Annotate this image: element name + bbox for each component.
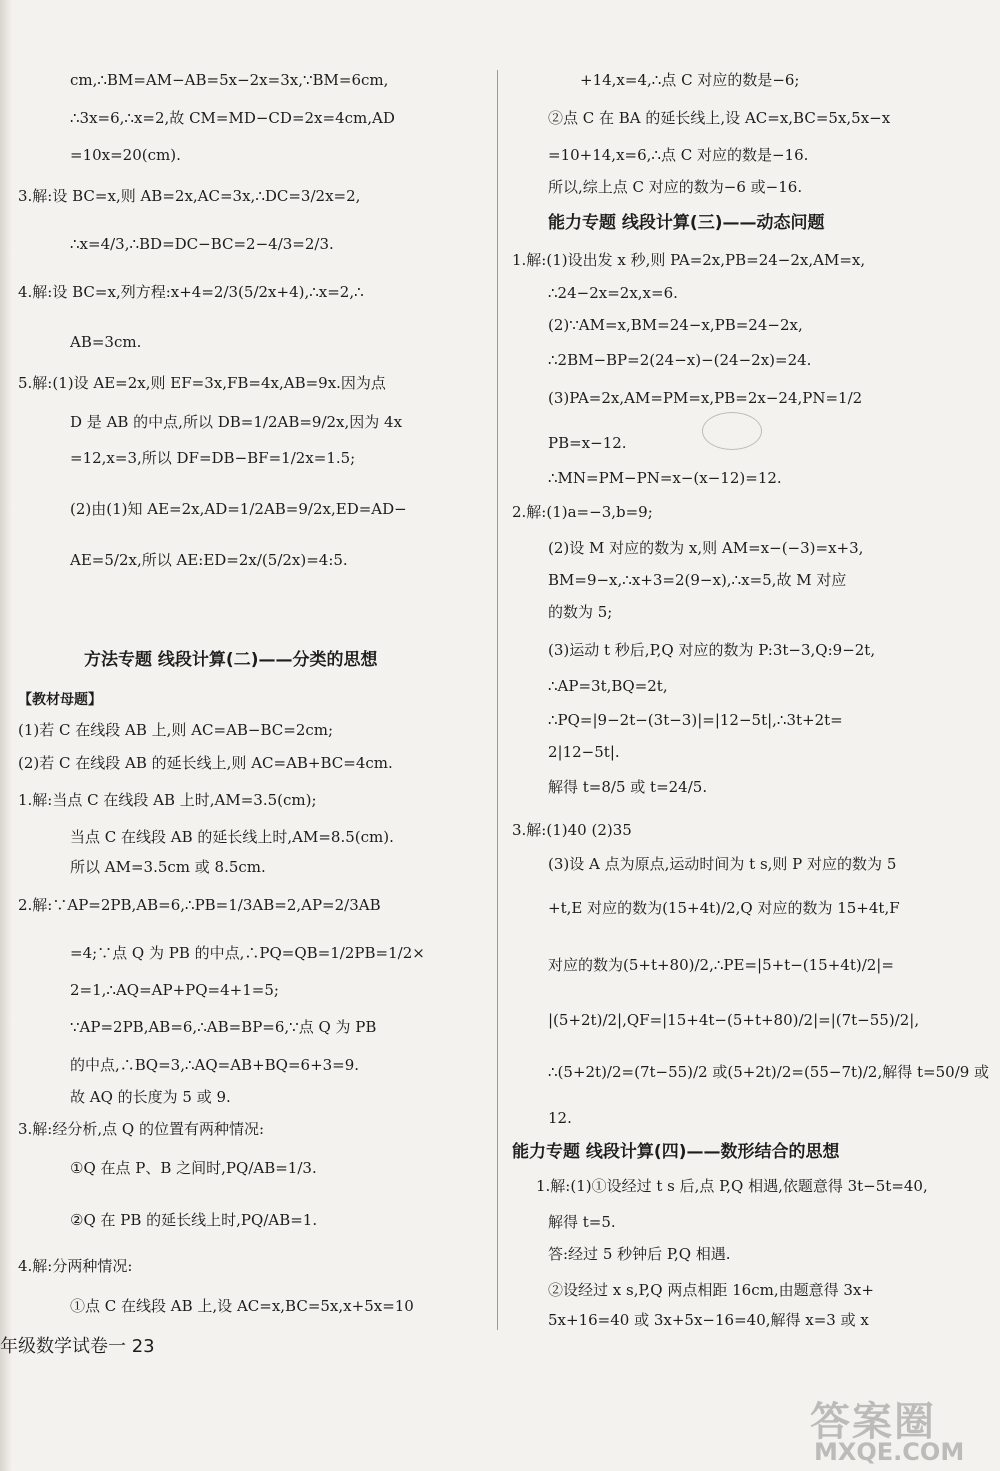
text-line: ②设经过 x s,P,Q 两点相距 16cm,由题意得 3x+ [548,1281,874,1299]
text-line: 1.解:当点 C 在线段 AB 上时,AM=3.5(cm); [18,791,317,809]
text-line: ∴(5+2t)/2=(7t−55)/2 或(5+2t)/2=(55−7t)/2,解得 t=50/9 或 [548,1063,990,1081]
text-line: 所以 AM=3.5cm 或 8.5cm. [70,858,266,876]
site-watermark [810,1390,990,1468]
text-line: (3)运动 t 秒后,P,Q 对应的数为 P:3t−3,Q:9−2t, [548,641,876,659]
text-line: |(5+2t)/2|,QF=|15+4t−(5+t+80)/2|=|(7t−55)/2|, [548,1011,920,1029]
text-line: (2)设 M 对应的数为 x,则 AM=x−(−3)=x+3, [548,539,864,557]
text-line: (2)若 C 在线段 AB 的延长线上,则 AC=AB+BC=4cm. [18,754,393,772]
text-line: 故 AQ 的长度为 5 或 9. [70,1088,231,1106]
text-line: 3.解:设 BC=x,则 AB=2x,AC=3x,∴DC=3/2x=2, [18,187,361,205]
text-line: 4.解:分两种情况: [18,1257,133,1275]
text-line: (3)PA=2x,AM=PM=x,PB=2x−24,PN=1/2 [548,389,863,407]
text-line: =12,x=3,所以 DF=DB−BF=1/2x=1.5; [70,449,356,467]
text-line: ①点 C 在线段 AB 上,设 AC=x,BC=5x,x+5x=10 [70,1297,414,1315]
text-line: 对应的数为(5+t+80)/2,∴PE=|5+t−(15+4t)/2|= [548,956,894,974]
text-line: 所以,综上点 C 对应的数为−6 或−16. [548,178,803,196]
text-line: ②点 C 在 BA 的延长线上,设 AC=x,BC=5x,5x−x [548,109,891,127]
text-line: ∴2BM−BP=2(24−x)−(24−2x)=24. [548,351,812,369]
text-line: +t,E 对应的数为(15+4t)/2,Q 对应的数为 15+4t,F [548,899,900,917]
text-line: 3.解:经分析,点 Q 的位置有两种情况: [18,1120,265,1138]
text-line: PB=x−12. [548,434,627,452]
text-line: (2)∵AM=x,BM=24−x,PB=24−2x, [548,316,803,334]
text-line: ∴MN=PM−PN=x−(x−12)=12. [548,469,782,487]
text-line: cm,∴BM=AM−AB=5x−2x=3x,∵BM=6cm, [70,71,389,89]
text-line: BM=9−x,∴x+3=2(9−x),∴x=5,故 M 对应 [548,571,847,589]
page-binding-edge [0,0,12,1471]
watermark-logo: 答案圈 [810,1399,936,1445]
faint-stamp [702,412,762,450]
section-heading: 能力专题 线段计算(三)——动态问题 [548,213,825,233]
text-line: ∴x=4/3,∴BD=DC−BC=2−4/3=2/3. [70,235,334,253]
text-line: 的中点,∴BQ=3,∴AQ=AB+BQ=6+3=9. [70,1056,360,1074]
section-tag: 【教材母题】 [18,692,102,708]
text-line: 2=1,∴AQ=AP+PQ=4+1=5; [70,981,279,999]
text-line: =10x=20(cm). [70,146,181,164]
text-line: 2.解:(1)a=−3,b=9; [512,503,653,521]
text-line: 当点 C 在线段 AB 的延长线上时,AM=8.5(cm). [70,828,394,846]
text-line: 4.解:设 BC=x,列方程:x+4=2/3(5/2x+4),∴x=2,∴ [18,283,364,301]
column-divider [497,70,498,1330]
text-line: (1)若 C 在线段 AB 上,则 AC=AB−BC=2cm; [18,721,334,739]
text-line: D 是 AB 的中点,所以 DB=1/2AB=9/2x,因为 4x [70,413,403,431]
text-line: 答:经过 5 秒钟后 P,Q 相遇. [548,1245,731,1263]
text-line: =10+14,x=6,∴点 C 对应的数是−16. [548,146,809,164]
section-heading: 方法专题 线段计算(二)——分类的思想 [84,650,378,670]
text-line: 解得 t=5. [548,1213,616,1231]
text-line: ∴3x=6,∴x=2,故 CM=MD−CD=2x=4cm,AD [70,109,395,127]
text-line: (3)设 A 点为原点,运动时间为 t s,则 P 对应的数为 5 [548,855,897,873]
text-line: 1.解:(1)设出发 x 秒,则 PA=2x,PB=24−2x,AM=x, [512,251,866,269]
text-line: AB=3cm. [70,333,142,351]
text-line: =4;∵点 Q 为 PB 的中点,∴PQ=QB=1/2PB=1/2× [70,944,425,962]
text-line: 5.解:(1)设 AE=2x,则 EF=3x,FB=4x,AB=9x.因为点 [18,374,386,392]
text-line: 1.解:(1)①设经过 t s 后,点 P,Q 相遇,依题意得 3t−5t=40, [536,1177,928,1195]
text-line: 2.解:∵AP=2PB,AB=6,∴PB=1/3AB=2,AP=2/3AB [18,896,381,914]
text-line: ②Q 在 PB 的延长线上时,PQ/AB=1. [70,1211,318,1229]
page-footer: 年级数学试卷一 23 [0,1336,155,1357]
section-heading: 能力专题 线段计算(四)——数形结合的思想 [512,1142,840,1162]
text-line: 3.解:(1)40 (2)35 [512,821,632,839]
text-line: ∴24−2x=2x,x=6. [548,284,678,302]
text-line: ∵AP=2PB,AB=6,∴AB=BP=6,∵点 Q 为 PB [70,1018,377,1036]
text-line: ∴PQ=|9−2t−(3t−3)|=|12−5t|,∴3t+2t= [548,711,843,729]
text-line: AE=5/2x,所以 AE:ED=2x/(5/2x)=4:5. [70,551,348,569]
text-line: 的数为 5; [548,603,613,621]
text-line: 解得 t=8/5 或 t=24/5. [548,778,708,796]
watermark-url: MXQE.COM [814,1438,965,1466]
text-line: 5x+16=40 或 3x+5x−16=40,解得 x=3 或 x [548,1311,869,1329]
text-line: (2)由(1)知 AE=2x,AD=1/2AB=9/2x,ED=AD− [70,500,407,518]
text-line: +14,x=4,∴点 C 对应的数是−6; [580,71,800,89]
text-line: ①Q 在点 P、B 之间时,PQ/AB=1/3. [70,1159,317,1177]
text-line: 2|12−5t|. [548,743,620,761]
text-line: ∴AP=3t,BQ=2t, [548,677,668,695]
text-line: 12. [548,1109,572,1127]
